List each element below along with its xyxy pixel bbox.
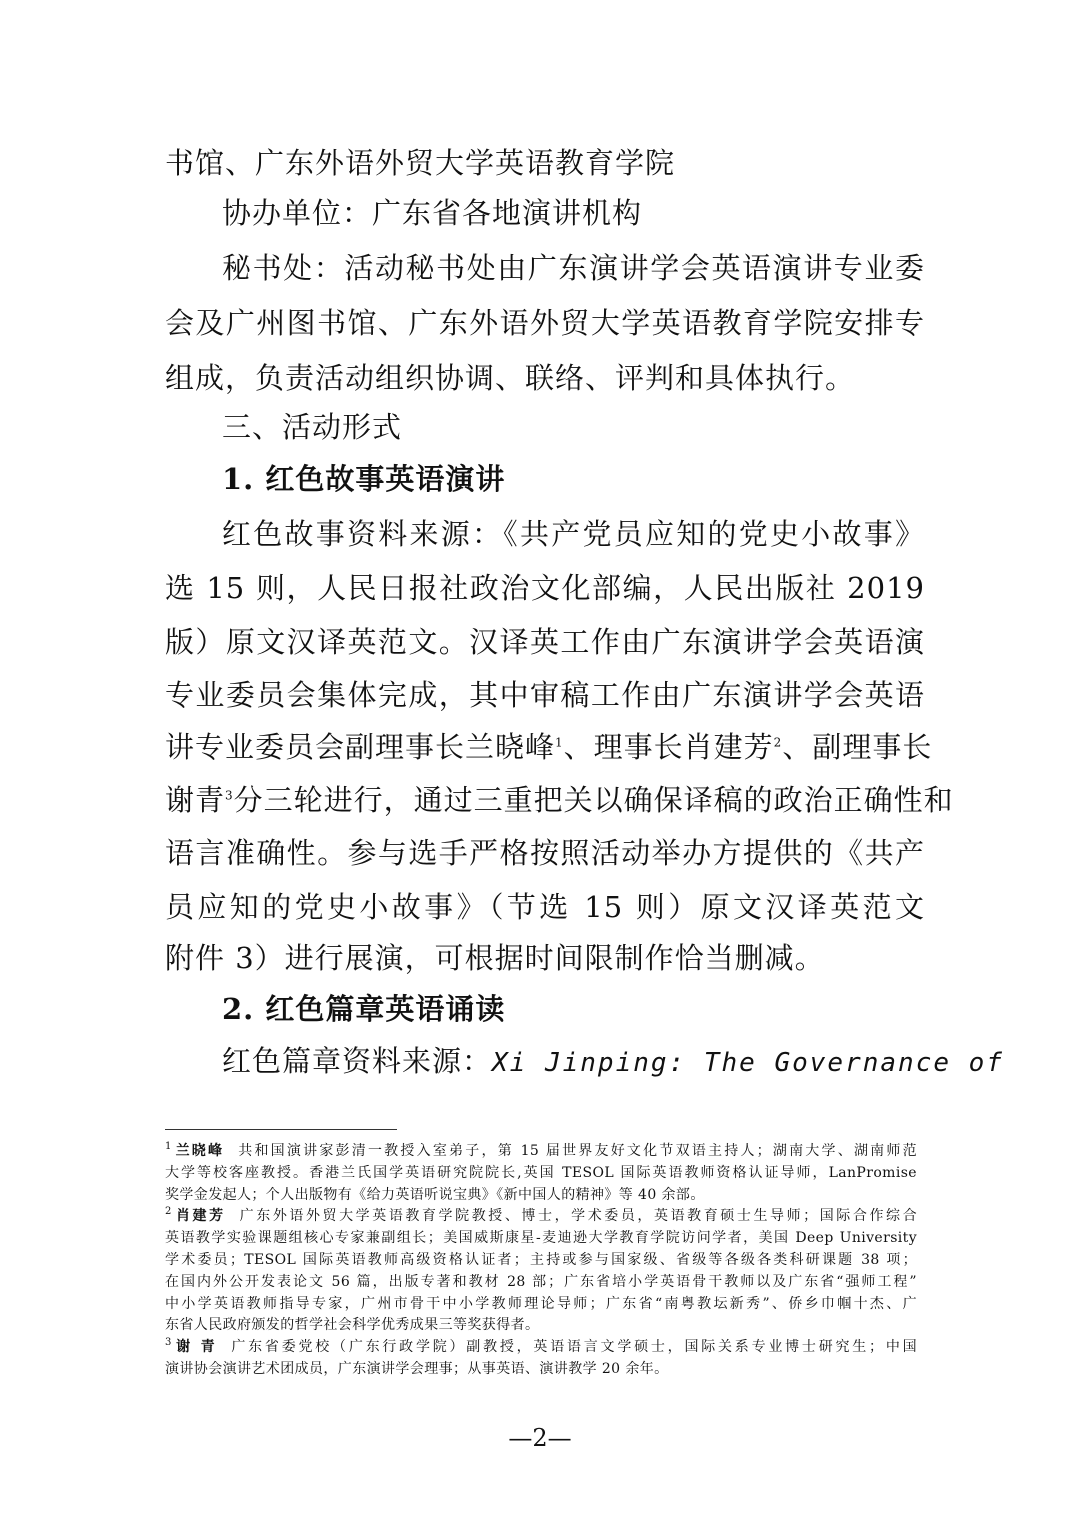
footnote-line: 学术委员；TESOL 国际英语教师高级资格认证者；主持或参与国家级、省级等各级各类科研课题 38 项；: [165, 1252, 917, 1268]
footnote-name: 肖建芳: [173, 1208, 226, 1224]
footnote-line: 在国内外公开发表论文 56 篇，出版专著和教材 28 部；广东省培小学英语骨干教师以及广东省“强师工程”: [165, 1274, 917, 1290]
footnote-ref: 2: [773, 735, 783, 750]
body-line: [165, 782, 954, 818]
text-span: 谢青: [165, 783, 226, 817]
footnote-line: 演讲协会演讲艺术团成员，广东演讲学会理事；从事英语、演讲教学 20 余年。: [165, 1361, 669, 1377]
footnote-ref: 1: [555, 735, 564, 750]
body-line: 选 15 则，人民日报社政治文化部编，人民出版社 2019: [165, 571, 925, 605]
footnote-text: 广东省委党校（广东行政学院）副教授，英语语言文学硕士，国际关系专业博士研究生；中国: [231, 1339, 917, 1355]
text-span: 、副理事长: [782, 730, 933, 764]
body-line: 会及广州图书馆、广东外语外贸大学英语教育学院安排专: [165, 306, 925, 340]
body-line: 语言准确性。参与选手严格按照活动举办方提供的《共产: [165, 836, 925, 870]
footnote-line: 中小学英语教师指导专家，广州市骨干中小学教师理论导师；广东省“南粤教坛新秀”、侨乡巾帼十杰、广: [165, 1296, 917, 1312]
book-title: Xi Jinping: The Governance of: [492, 1048, 1004, 1078]
footnote-name: 兰晓峰: [173, 1143, 225, 1159]
footnote-line: 英语教学实验课题组核心专家兼副组长；美国威斯康星-麦迪逊大学教育学院访问学者，美国 Deep University: [165, 1230, 917, 1246]
subsection-heading: 2. 红色篇章英语诵读: [222, 992, 506, 1026]
text-span: 分三轮进行，通过三重把关以确保译稿的政治正确性和: [233, 783, 954, 817]
footnote-name: 谢 青: [173, 1339, 218, 1355]
footnote-ref: 3: [225, 788, 234, 803]
text-span: 、理事长肖建芳: [563, 730, 774, 764]
footnote-text: 共和国演讲家彭清一教授入室弟子，第 15 届世界友好文化节双语主持人；湖南大学、湖南师范: [238, 1143, 917, 1159]
body-line: 协办单位：广东省各地演讲机构: [222, 196, 643, 230]
body-line: 书馆、广东外语外贸大学英语教育学院: [165, 146, 676, 180]
body-line: [165, 729, 933, 765]
body-line: 秘书处：活动秘书处由广东演讲学会英语演讲专业委: [222, 251, 925, 285]
footnote-text: 广东外语外贸大学英语教育学院教授、博士，学术委员，英语教育硕士生导师；国际合作综合: [239, 1208, 917, 1224]
page-number: —2—: [508, 1424, 572, 1452]
footnote-line: 奖学金发起人；个人出版物有《给力英语听说宝典》《新中国人的精神》等 40 余部。: [165, 1187, 705, 1203]
body-line: 专业委员会集体完成，其中审稿工作由广东演讲学会英语: [165, 678, 925, 712]
footnote-line: 东省人民政府颁发的哲学社会科学优秀成果三等奖获得者。: [165, 1317, 540, 1333]
body-line: 红色故事资料来源：《共产党员应知的党史小故事》: [222, 517, 925, 551]
body-line: 附件 3）进行展演，可根据时间限制作恰当删减。: [165, 941, 825, 975]
footnote-line: 大学等校客座教授。香港兰氏国学英语研究院院长,英国 TESOL 国际英语教师资格认证导师，LanPromise: [165, 1165, 917, 1181]
footnote-number: 3: [165, 1337, 172, 1349]
text-span: 红色篇章资料来源：: [222, 1044, 493, 1078]
footnote-line: [165, 1337, 917, 1358]
footnote-number: 1: [165, 1141, 172, 1153]
footnote-divider: [165, 1129, 397, 1130]
subsection-heading: 1. 红色故事英语演讲: [222, 462, 506, 496]
body-line: 版）原文汉译英范文。汉译英工作由广东演讲学会英语演: [165, 625, 925, 659]
body-line: [222, 1043, 1004, 1081]
section-heading: 三、活动形式: [222, 410, 403, 444]
footnote-line: [165, 1141, 917, 1162]
footnote-number: 2: [165, 1206, 172, 1218]
footnote-line: [165, 1206, 917, 1227]
body-line: 员应知的党史小故事》（节选 15 则）原文汉译英范文: [165, 890, 925, 924]
body-line: 组成，负责活动组织协调、联络、评判和具体执行。: [165, 361, 856, 395]
text-span: 讲专业委员会副理事长兰晓峰: [165, 730, 556, 764]
